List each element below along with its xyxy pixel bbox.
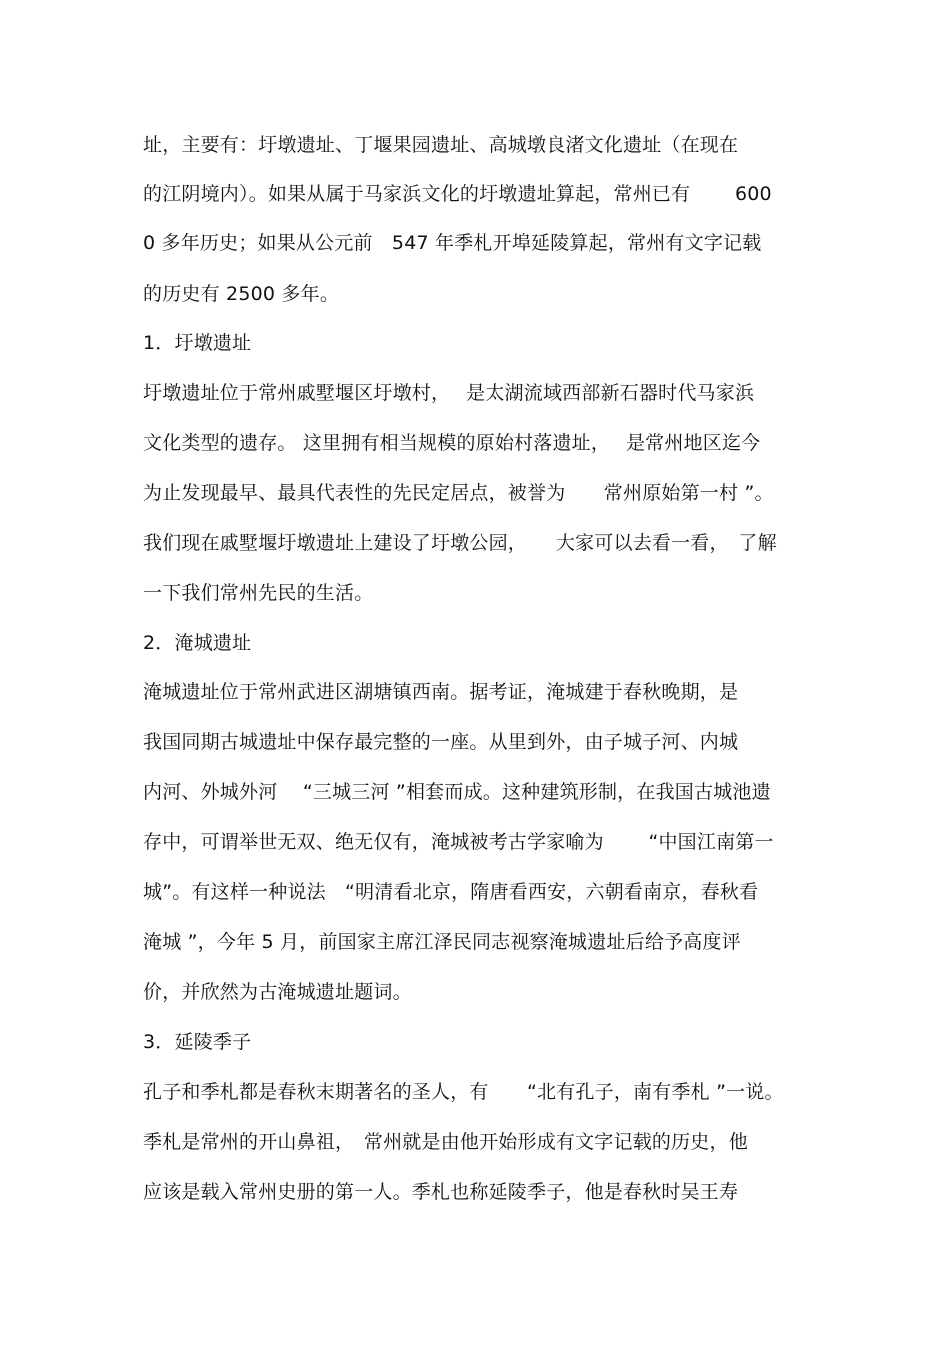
text-line: 的江阴境内）。如果从属于马家浜文化的圩墩遗址算起，常州已有 600 xyxy=(143,183,772,205)
text-line: 一下我们常州先民的生活。 xyxy=(143,582,374,604)
text-line: 季札是常州的开山鼻祖， 常州就是由他开始形成有文字记载的历史，他 xyxy=(143,1131,748,1153)
text-line: 址，主要有：圩墩遗址、丁堰果园遗址、高城墩良渚文化遗址（在现在 xyxy=(143,134,739,156)
text-line: 内河、外城外河 “三城三河 ”相套而成。这种建筑形制，在我国古城池遗 xyxy=(143,781,771,803)
text-line: 0 多年历史；如果从公元前 547 年季札开埠延陵算起，常州有文字记载 xyxy=(143,232,762,254)
text-line: 淹城遗址位于常州武进区湖塘镇西南。据考证，淹城建于春秋晚期，是 xyxy=(143,681,739,703)
text-line: 城”。有这样一种说法 “明清看北京，隋唐看西安，六朝看南京，春秋看 xyxy=(143,881,759,903)
text-line: 价，并欣然为古淹城遗址题词。 xyxy=(143,981,412,1003)
section-heading: 2．淹城遗址 xyxy=(143,632,252,654)
text-line: 存中，可谓举世无双、绝无仅有，淹城被考古学家喻为 “中国江南第一 xyxy=(143,831,774,853)
text-line: 圩墩遗址位于常州戚墅堰区圩墩村， 是太湖流域西部新石器时代马家浜 xyxy=(143,382,755,404)
text-line: 为止发现最早、最具代表性的先民定居点，被誉为 常州原始第一村 ”。 xyxy=(143,482,774,504)
text-line: 淹城 ”，今年 5 月，前国家主席江泽民同志视察淹城遗址后给予高度评 xyxy=(143,931,741,953)
text-line: 文化类型的遗存。 这里拥有相当规模的原始村落遗址， 是常州地区迄今 xyxy=(143,432,761,454)
section-heading: 3．延陵季子 xyxy=(143,1031,252,1053)
section-heading: 1．圩墩遗址 xyxy=(143,332,252,354)
text-line: 我国同期古城遗址中保存最完整的一座。从里到外，由子城子河、内城 xyxy=(143,731,739,753)
text-line: 的历史有 2500 多年。 xyxy=(143,283,340,305)
text-line: 应该是载入常州史册的第一人。季札也称延陵季子，他是春秋时吴王寿 xyxy=(143,1181,739,1203)
text-line: 我们现在戚墅堰圩墩遗址上建设了圩墩公园， 大家可以去看一看， 了解 xyxy=(143,532,777,554)
text-line: 孔子和季札都是春秋末期著名的圣人，有 “北有孔子，南有季札 ”一说。 xyxy=(143,1081,784,1103)
